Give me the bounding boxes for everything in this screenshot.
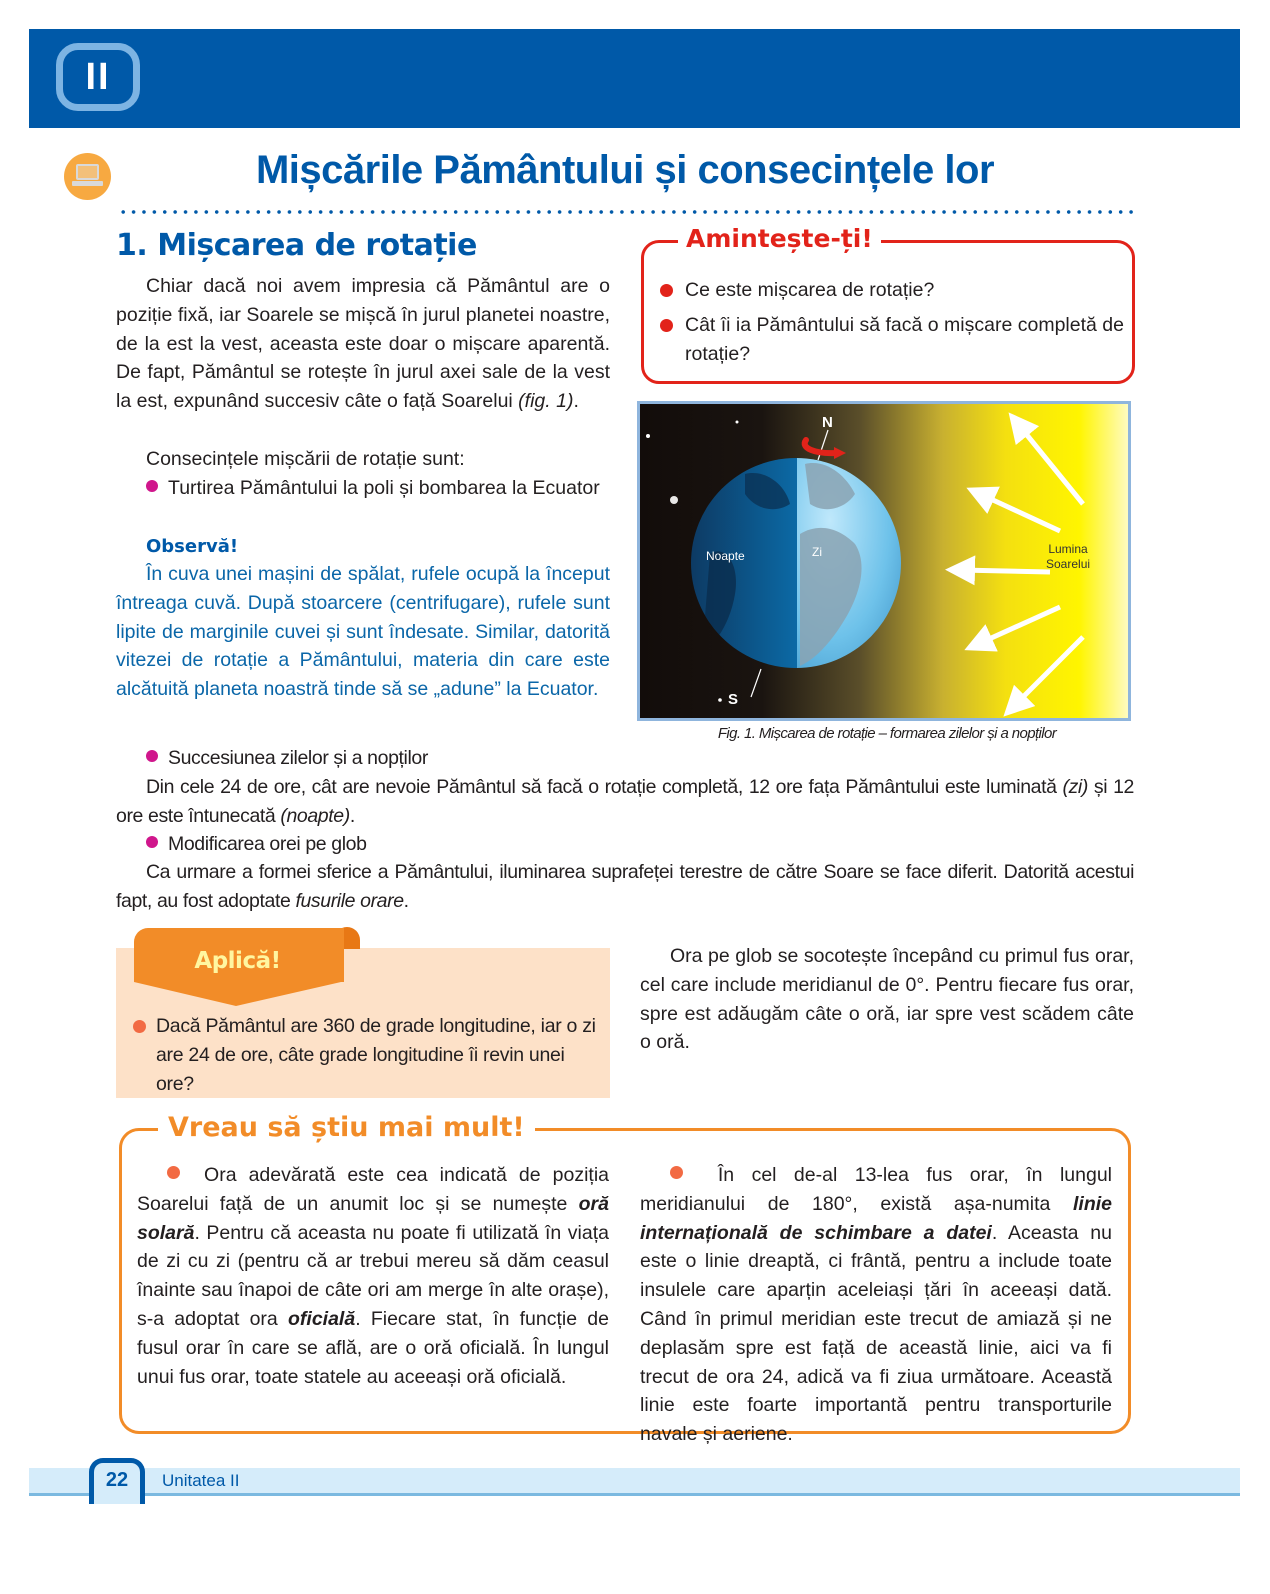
consequence-item-flattening	[116, 474, 610, 503]
consequence-item-day-night	[116, 744, 1134, 773]
term-fusurile-orare: fusurile orare	[295, 889, 404, 912]
time-zones-paragraph	[116, 858, 1134, 916]
bullet-icon	[670, 1166, 683, 1179]
sunlight-arrow	[980, 494, 1060, 531]
laptop-icon	[64, 153, 111, 200]
north-label: N	[822, 414, 833, 431]
star	[670, 496, 678, 504]
paragraph-text: Din cele 24 de ore, cât are nevoie Pământul să facă o rotație completă, 12 ore fața Pământului este luminată	[146, 776, 1063, 798]
remember-item-text: Cât îi ia Pământului să facă o mișcare completă de rotație?	[685, 313, 1124, 365]
day-label: Zi	[812, 545, 822, 559]
learn-more-right-paragraph	[640, 1161, 1112, 1449]
consequence-text: Succesiunea zilelor și a nopților	[168, 747, 428, 769]
bullet-icon	[660, 284, 673, 297]
learn-more-title: Vreau să știu mai mult!	[158, 1112, 535, 1143]
star	[646, 434, 650, 438]
chapter-header-band	[29, 29, 1240, 128]
intro-paragraph	[116, 272, 610, 416]
term-zi: (zi)	[1062, 776, 1088, 798]
page-number: 22	[89, 1458, 145, 1504]
day-night-paragraph	[116, 773, 1134, 831]
sunlight-label-line: Soarelui	[1046, 557, 1091, 571]
observe-text: În cuva unei mașini de spălat, rufele ocupă la început întreaga cuvă. După stoarcere (centrifugare), rufele sunt lipite de marginile cuvei și sunt îndesate. Similar, datorită vitezei de rotație a Pământului, materia din care este alcătuită planeta noastră tinde să se „adune” la Ecuator.	[116, 563, 610, 701]
apply-question	[133, 1012, 603, 1098]
paragraph-text: În cel de-al 13-lea fus orar, în lungul meridianului de 180°, există așa-numita	[640, 1164, 1112, 1215]
punctuation: .	[403, 889, 409, 912]
bullet-icon	[167, 1166, 180, 1179]
bullet-icon	[146, 836, 158, 848]
star	[718, 698, 722, 702]
apply-question-text: Dacă Pământul are 360 de grade longitudine, iar o zi are 24 de ore, câte grade longitudine îi revin unei ore?	[156, 1015, 596, 1095]
term-date-line: linie internațională de schimbare a datei	[640, 1192, 1112, 1244]
sunlight-arrow	[1014, 637, 1083, 706]
bullet-icon	[660, 319, 673, 332]
paragraph-text: și 12 ore este întunecată	[116, 776, 1134, 827]
bullet-icon	[133, 1020, 146, 1033]
sunlight-arrow	[978, 607, 1060, 644]
figure-caption: Fig. 1. Mișcarea de rotație – formarea zilelor și a nopților	[717, 725, 1057, 742]
remember-item-text: Ce este mișcarea de rotație?	[685, 279, 935, 301]
sunlight-label-line: Lumina	[1048, 542, 1088, 556]
bullet-icon	[146, 480, 158, 492]
learn-more-left-paragraph	[137, 1161, 609, 1391]
bullet-icon	[146, 750, 158, 762]
figure-reference: (fig. 1)	[518, 390, 574, 413]
paragraph-text: Ca urmare a formei sferice a Pământului, iluminarea suprafeței terestre de către Soare se face diferit. Datorită acestui fapt, au fost adoptate	[116, 861, 1134, 912]
paragraph-text: . Pentru că aceasta nu poate fi utilizată în viața de zi cu zi (pentru că ar trebui mereu să dăm ceasul înainte sau înapoi de câte ori am merge în alte orașe), s-a adoptat ora	[137, 1221, 609, 1330]
remember-item	[660, 311, 1130, 369]
globe	[690, 454, 907, 674]
remember-list	[660, 276, 1130, 374]
unit-badge: II	[56, 43, 140, 111]
intro-text: Chiar dacă noi avem impresia că Pământul are o poziție fixă, iar Soarele se mișcă în jurul planetei noastre, de la est la vest, aceasta este doar o mișcare aparentă. De fapt, Pământul se rotește în jurul axei sale de la vest la est, expunând succesiv câte o față Soarelui	[116, 275, 610, 413]
earth-rotation-figure	[637, 401, 1131, 721]
sunlight-arrow	[960, 570, 1050, 572]
south-label: S	[728, 691, 739, 708]
rotation-axis-south	[751, 669, 761, 697]
footer-unit-label: Unitatea II	[162, 1471, 240, 1490]
consequence-text: Turtirea Pământului la poli și bombarea la Ecuator	[168, 477, 600, 499]
paragraph-text: . Aceasta nu este o linie dreaptă, ci frântă, pentru a include toate insulele care aparțin aceleiași țări în aceeași dată. Când în primul meridian este trecut de amiază și ne deplasăm spre est față de această linie, aici va fi trecut de ora 24, adică va fi ziua următoare. Această linie este foarte importantă pentru transporturile navale și aeriene.	[640, 1221, 1112, 1446]
remember-title: Amintește-ți!	[678, 224, 881, 253]
sunlight-arrow	[1018, 424, 1083, 504]
apply-title: Aplică!	[194, 948, 281, 974]
rotation-arrow-icon	[805, 440, 836, 453]
term-ora-oficiala: oficială	[288, 1307, 356, 1330]
dotted-divider	[118, 209, 1134, 215]
sunlight-label	[1046, 542, 1090, 572]
consequence-text: Modificarea orei pe glob	[168, 833, 367, 855]
remember-item	[660, 276, 1130, 305]
paragraph-text: Ora adevărată este cea indicată de poziția Soarelui față de un anumit loc și se numește	[137, 1164, 609, 1215]
term-ora-solara: oră solară	[137, 1192, 609, 1244]
consequences-label: Consecințele mișcării de rotație sunt:	[146, 448, 465, 470]
observe-label: Observă!	[146, 536, 239, 557]
night-label: Noapte	[706, 549, 745, 563]
punctuation: .	[573, 390, 579, 413]
consequence-item-time	[116, 830, 1134, 859]
section-heading: 1. Mișcarea de rotație	[116, 228, 477, 263]
banner-point	[134, 982, 341, 1006]
term-noapte: (noapte)	[280, 804, 350, 827]
page-title: Mișcările Pământului și consecințele lor	[255, 148, 995, 192]
paragraph-text: . Fiecare stat, în funcție de fusul orar în care se află, are o oră oficială. În lungul unui fus orar, toate statele au aceeași oră oficială.	[137, 1307, 609, 1388]
time-calculation-paragraph: Ora pe glob se socotește începând cu primul fus orar, cel care include meridianul de 0°. Pentru fiecare fus orar, spre est adăugăm câte o oră, iar spre vest scădem câte o oră.	[640, 945, 1134, 1054]
star	[736, 421, 739, 424]
punctuation: .	[349, 804, 355, 827]
